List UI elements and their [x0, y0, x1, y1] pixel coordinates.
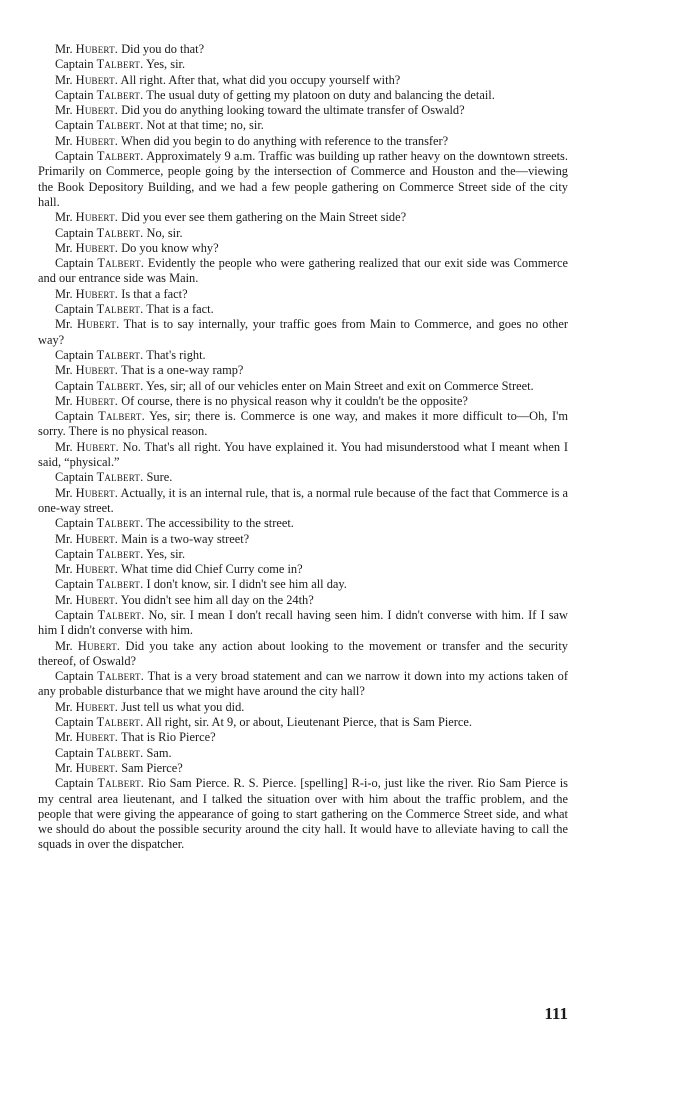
speaker-name: Hubert. — [75, 42, 119, 56]
testimony-paragraph — [38, 256, 568, 287]
speech-text: That is a very broad statement and can we narrow it down into my actions taken of any probable disturbance that we might have around the city hall? — [38, 669, 568, 699]
testimony-paragraph — [38, 562, 568, 577]
speaker-name: Talbert. — [96, 225, 144, 240]
testimony-paragraph — [38, 577, 568, 592]
speaker-name: Hubert. — [77, 638, 121, 653]
testimony-paragraph — [38, 226, 568, 241]
testimony-paragraph — [38, 73, 568, 88]
speaker-title: Mr. — [55, 760, 73, 775]
speech-text: Sure. — [146, 470, 173, 485]
speaker-title: Captain — [55, 669, 94, 684]
testimony-paragraph — [38, 470, 568, 485]
testimony-paragraph — [38, 440, 568, 471]
speaker-title: Captain — [55, 470, 94, 485]
speaker-name: Hubert. — [75, 210, 119, 225]
speaker-title: Mr. — [55, 699, 73, 714]
speaker-title: Captain — [55, 577, 94, 592]
speaker-name: Hubert. — [75, 103, 119, 118]
testimony-paragraph — [38, 57, 568, 72]
speech-text: Just tell us what you did. — [121, 699, 245, 714]
speaker-title: Captain — [55, 546, 94, 561]
speaker-title: Captain — [55, 225, 94, 240]
speech-text: Do you know why? — [121, 240, 219, 255]
speaker-title: Captain — [55, 149, 94, 164]
speaker-name: Hubert. — [75, 760, 119, 775]
speaker-title: Mr. — [55, 103, 73, 118]
speaker-name: Talbert. — [96, 149, 144, 164]
speaker-name: Talbert. — [96, 347, 144, 362]
testimony-paragraph — [38, 532, 568, 547]
speaker-name: Hubert. — [76, 317, 120, 332]
speaker-name: Talbert. — [96, 302, 144, 317]
speech-text: No, sir. I mean I don't recall having seen him. I didn't converse with him. If I saw him I didn't converse with him. — [38, 607, 568, 638]
testimony-paragraph — [38, 42, 568, 57]
testimony-paragraph — [38, 593, 568, 608]
speech-text: What time did Chief Curry come in? — [120, 562, 303, 577]
speaker-title: Mr. — [55, 363, 73, 378]
speaker-name: Hubert. — [75, 240, 119, 255]
speaker-title: Mr. — [55, 638, 73, 653]
speaker-name: Hubert. — [75, 393, 119, 408]
speech-text: When did you begin to do anything with reference to the transfer? — [120, 133, 449, 148]
testimony-paragraph — [38, 134, 568, 149]
speech-text: Sam Pierce? — [121, 760, 183, 775]
speech-text: Main is a two-way street? — [121, 531, 250, 546]
testimony-paragraph — [38, 776, 568, 852]
speech-text: All right. After that, what did you occupy yourself with? — [120, 72, 401, 87]
speaker-title: Mr. — [55, 72, 73, 87]
speaker-title: Captain — [55, 607, 94, 622]
testimony-paragraph — [38, 379, 568, 394]
speaker-name: Talbert. — [96, 470, 144, 485]
speech-text: Did you do that? — [121, 42, 205, 56]
speaker-name: Hubert. — [75, 699, 119, 714]
testimony-paragraph — [38, 700, 568, 715]
speaker-title: Captain — [55, 715, 94, 730]
speaker-name: Talbert. — [96, 516, 144, 531]
page-number: 111 — [544, 1004, 568, 1023]
speaker-title: Captain — [55, 57, 94, 72]
speaker-title: Mr. — [55, 531, 73, 546]
testimony-paragraph — [38, 761, 568, 776]
speech-text: That is to say internally, your traffic goes from Main to Commerce, and goes no other way? — [38, 317, 568, 347]
speaker-name: Talbert. — [96, 378, 144, 393]
testimony-paragraph — [38, 118, 568, 133]
speech-text: That's right. — [146, 347, 206, 362]
speaker-name: Talbert. — [97, 669, 145, 684]
speaker-name: Hubert. — [75, 562, 119, 577]
speaker-title: Captain — [55, 516, 94, 531]
speaker-title: Mr. — [55, 730, 73, 745]
testimony-paragraph — [38, 486, 568, 517]
speaker-title: Captain — [55, 378, 94, 393]
speaker-name: Talbert. — [96, 546, 144, 561]
speech-text: You didn't see him all day on the 24th? — [120, 592, 314, 607]
speaker-name: Talbert. — [96, 118, 144, 133]
speaker-title: Captain — [55, 776, 94, 791]
testimony-paragraph — [38, 363, 568, 378]
speaker-title: Captain — [55, 302, 94, 317]
speaker-name: Hubert. — [76, 439, 119, 454]
speaker-name: Talbert. — [96, 715, 144, 730]
speaker-name: Talbert. — [98, 409, 145, 424]
speaker-name: Hubert. — [75, 72, 119, 87]
speaker-title: Captain — [55, 118, 94, 133]
speaker-title: Mr. — [55, 42, 73, 56]
testimony-paragraph — [38, 639, 568, 670]
testimony-paragraph — [38, 516, 568, 531]
speech-text: All right, sir. At 9, or about, Lieutenant Pierce, that is Sam Pierce. — [145, 715, 473, 730]
testimony-paragraph — [38, 241, 568, 256]
testimony-paragraph — [38, 394, 568, 409]
speech-text: Not at that time; no, sir. — [146, 118, 264, 133]
speaker-name: Hubert. — [75, 286, 119, 301]
speaker-title: Captain — [55, 745, 94, 760]
speech-text: Evidently the people who were gathering realized that our exit side was Commerce and our entrance side was Main. — [38, 256, 568, 286]
speaker-name: Hubert. — [75, 730, 119, 745]
speaker-title: Mr. — [55, 317, 73, 332]
speaker-name: Talbert. — [97, 776, 145, 791]
testimony-paragraph — [38, 149, 568, 210]
speech-text: The accessibility to the street. — [146, 516, 294, 531]
testimony-paragraph — [38, 302, 568, 317]
speaker-name: Hubert. — [75, 485, 119, 500]
speech-text: Yes, sir. — [146, 546, 186, 561]
speech-text: I don't know, sir. I didn't see him all day. — [146, 577, 347, 592]
speaker-name: Talbert. — [96, 57, 144, 72]
testimony-paragraph — [38, 669, 568, 700]
speaker-title: Captain — [55, 409, 94, 424]
speaker-title: Mr. — [55, 240, 73, 255]
speaker-title: Mr. — [55, 210, 73, 225]
speaker-title: Mr. — [55, 439, 73, 454]
speech-text: Of course, there is no physical reason why it couldn't be the opposite? — [121, 393, 468, 408]
speaker-title: Mr. — [55, 286, 73, 301]
speaker-title: Mr. — [55, 562, 73, 577]
speech-text: No, sir. — [146, 225, 183, 240]
speech-text: No. That's all right. You have explained it. You had misunderstood what I meant when I said, “physical.” — [38, 439, 568, 470]
speaker-title: Captain — [55, 256, 94, 271]
speaker-title: Mr. — [55, 485, 73, 500]
testimony-paragraph — [38, 348, 568, 363]
testimony-paragraph — [38, 317, 568, 348]
speaker-name: Hubert. — [75, 592, 119, 607]
speaker-name: Talbert. — [97, 607, 145, 622]
speaker-title: Mr. — [55, 393, 73, 408]
speech-text: Sam. — [146, 745, 172, 760]
speaker-name: Hubert. — [75, 363, 119, 378]
speech-text: Did you do anything looking toward the ultimate transfer of Oswald? — [121, 103, 465, 118]
testimony-paragraph — [38, 103, 568, 118]
speaker-title: Captain — [55, 347, 94, 362]
speech-text: The usual duty of getting my platoon on duty and balancing the detail. — [146, 87, 495, 102]
testimony-paragraph — [38, 730, 568, 745]
speaker-name: Talbert. — [96, 87, 144, 102]
speaker-name: Hubert. — [75, 133, 119, 148]
speech-text: Did you ever see them gathering on the Main Street side? — [121, 210, 407, 225]
testimony-paragraph — [38, 746, 568, 761]
speech-text: Yes, sir; all of our vehicles enter on Main Street and exit on Commerce Street. — [146, 378, 534, 393]
speaker-name: Hubert. — [75, 531, 119, 546]
speech-text: Actually, it is an internal rule, that is, a normal rule because of the fact that Commerce is a one-way street. — [38, 485, 569, 515]
testimony-paragraph — [38, 409, 568, 440]
testimony-paragraph — [38, 210, 568, 225]
speech-text: That is Rio Pierce? — [120, 730, 216, 745]
testimony-paragraph — [38, 88, 568, 103]
speaker-name: Talbert. — [97, 256, 145, 271]
testimony-paragraph — [38, 608, 568, 639]
speech-text: Rio Sam Pierce. R. S. Pierce. [spelling] R-i-o, just like the river. Rio Sam Pierce is my central area lieutenant, and I talked the situation over with him about the traffic problem, and the people that were giving the appearance of going to start gathering on the Commerce Street side, and what we should do about the possible security around the city hall. It would have to alleviate having to call the squads in over the dispatcher. — [38, 776, 568, 852]
speech-text: Is that a fact? — [121, 286, 188, 301]
testimony-paragraph — [38, 547, 568, 562]
speech-text: That is a one-way ramp? — [120, 363, 244, 378]
speech-text: Approximately 9 a.m. Traffic was building up rather heavy on the downtown streets. Primarily on Commerce, people going by the intersection of Commerce and Houston and the—viewing the Book Depository Building, and we had a few people gathering on Commerce Street side of the city hall. — [38, 149, 568, 209]
testimony-paragraph — [38, 287, 568, 302]
speaker-name: Talbert. — [96, 745, 144, 760]
testimony-paragraph — [38, 715, 568, 730]
transcript-page — [38, 42, 568, 853]
speaker-name: Talbert. — [96, 577, 144, 592]
speaker-title: Mr. — [55, 133, 73, 148]
speaker-title: Captain — [55, 87, 94, 102]
speaker-title: Mr. — [55, 592, 73, 607]
speech-text: Yes, sir. — [146, 57, 186, 72]
speech-text: That is a fact. — [146, 302, 214, 317]
speech-text: Yes, sir; there is. Commerce is one way, and makes it more difficult to—Oh, I'm sorry. There is no physical reason. — [38, 409, 568, 439]
speech-text: Did you take any action about looking to the movement or transfer and the security thereof, of Oswald? — [38, 638, 568, 668]
